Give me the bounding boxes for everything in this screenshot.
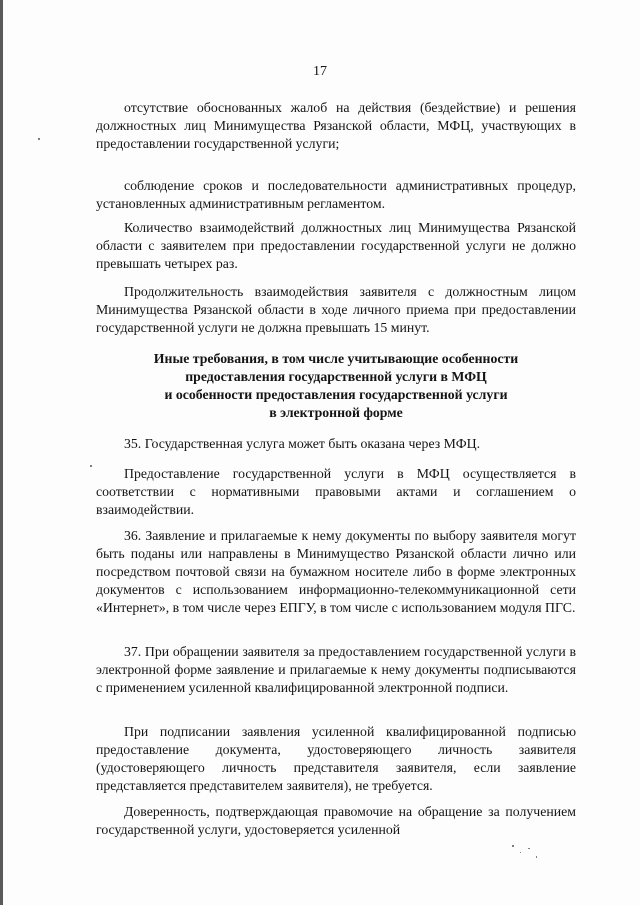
paragraph-7: 36. Заявление и прилагаемые к нему документы по выбору заявителя могут быть поданы или направлены в Минимущество Рязанской области лично или посредством почтовой связи на бумажном носителе либо в форме электронных документов с использованием информационно-телекоммуникационной сети «Интернет», в том числе через ЕПГУ, в том числе с использованием модуля ПГС.: [96, 528, 576, 615]
paragraph-2: соблюдение сроков и последовательности административных процедур, установленных административным регламентом.: [96, 178, 576, 211]
paragraph-3: Количество взаимодействий должностных лиц Минимущества Рязанской области с заявителем при предоставлении государственной услуги не должно превышать четырех раз.: [96, 220, 576, 271]
scan-speck: [528, 848, 530, 849]
page-number: 17: [313, 64, 327, 79]
paragraph-8: 37. При обращении заявителя за предоставлением государственной услуги в электронной форме заявление и прилагаемые к нему документы подписываются с применением усиленной квалифицированной электронной подписи.: [96, 644, 576, 695]
scan-speck: [38, 138, 40, 140]
section-heading-line-4: в электронной форме: [269, 405, 403, 420]
paragraph-1: отсутствие обоснованных жалоб на действия (бездействие) и решения должностных лиц Минимущества Рязанской области, МФЦ, участвующих в предоставлении государственной услуги;: [96, 100, 576, 151]
paragraph-5: 35. Государственная услуга может быть оказана через МФЦ.: [124, 436, 481, 451]
section-heading-line-3: и особенности предоставления государственной услуги: [164, 387, 508, 402]
paragraph-6: Предоставление государственной услуги в МФЦ осуществляется в соответствии с нормативными правовыми актами и соглашением о взаимодействии.: [96, 466, 576, 517]
scan-edge-line: [0, 0, 3, 905]
scan-speck: [536, 856, 537, 858]
section-heading-line-2: предоставления государственной услуги в МФЦ: [185, 369, 487, 384]
paragraph-10: Доверенность, подтверждающая правомочие на обращение за получением государственной услуги, удостоверяется усиленной: [96, 804, 576, 837]
section-heading: [96, 350, 576, 422]
scan-speck: [90, 465, 92, 467]
scan-speck: [520, 852, 521, 853]
section-heading-line-1: Иные требования, в том числе учитывающие особенности: [153, 351, 519, 366]
paragraph-4: Продолжительность взаимодействия заявителя с должностным лицом Минимущества Рязанской области в ходе личного приема при предоставлении государственной услуги не должна превышать 15 минут.: [96, 284, 576, 335]
paragraph-9: При подписании заявления усиленной квалифицированной подписью предоставление документа, удостоверяющего личность заявителя (удостоверяющего личность представителя заявителя, если заявление представляется представителем заявителя), не требуется.: [96, 724, 576, 793]
scan-speck: [512, 845, 514, 847]
